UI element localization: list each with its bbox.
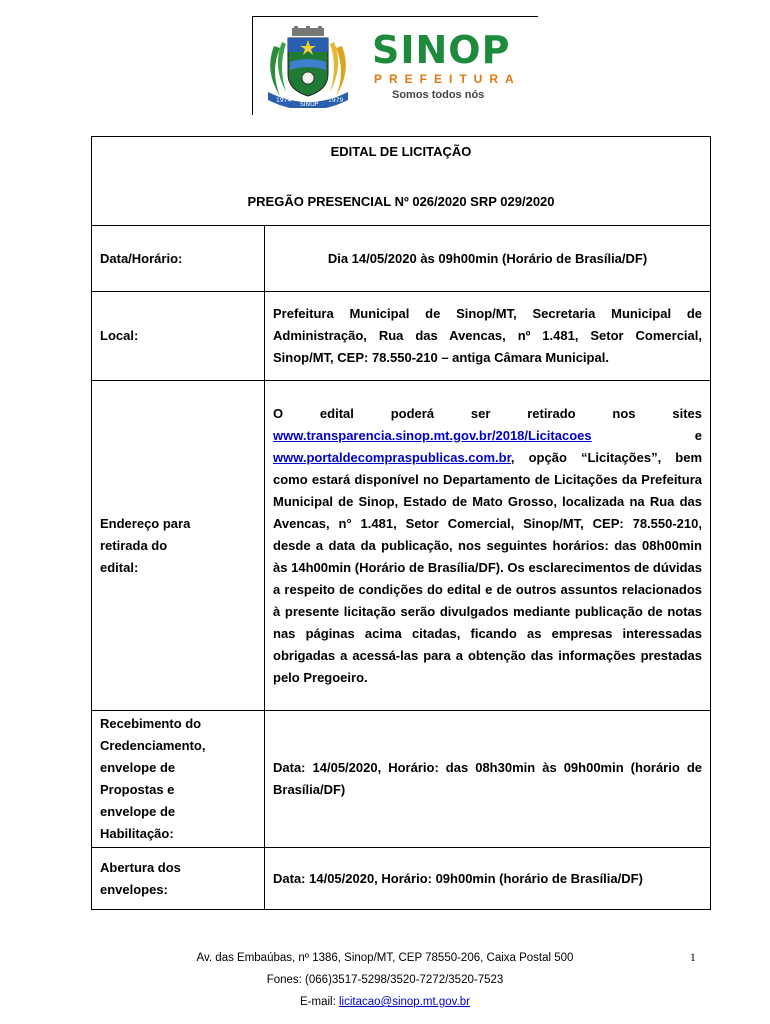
value-data-horario: Dia 14/05/2020 às 09h00min (Horário de Brasília/DF) xyxy=(265,226,711,292)
label-abertura-line2: envelopes: xyxy=(100,881,168,897)
row-data-horario xyxy=(92,226,711,292)
footer-address: Av. das Embaúbas, nº 1386, Sinop/MT, CEP 78550-206, Caixa Postal 500 xyxy=(196,952,574,964)
label-endereco-line2: retirada do xyxy=(100,537,168,553)
row-abertura xyxy=(92,848,711,910)
footer-phones: Fones: (066)3517-5298/3520-7272/3520-7523 xyxy=(266,974,504,986)
portal-compras-link[interactable]: www.portaldecompraspublicas.com.br xyxy=(273,449,511,465)
label-recebimento-line3: envelope de xyxy=(100,760,176,775)
label-recebimento xyxy=(92,711,265,848)
label-recebimento-line4: Propostas e xyxy=(100,782,175,797)
label-local: Local: xyxy=(92,292,265,381)
logo-prefeitura-text: PREFEITURA xyxy=(374,72,521,86)
row-endereco xyxy=(92,381,711,711)
footer-email-label: E-mail: xyxy=(300,996,336,1008)
endereco-body: , opção “Licitações”, bem como estará disponível no Departamento de Licitações da Prefeitura Municipal de Sinop, Estado de Mato Grosso, localizada na Rua das Avencas, n° 1.481, Setor Comercial, Sinop/MT, CEP: 78.550-210, desde a data da publicação, nos seguintes horários: xyxy=(273,449,702,553)
seal-year-left: 1974 xyxy=(276,97,292,104)
endereco-intro: O edital poderá ser retirado nos sites xyxy=(273,405,702,421)
page-number: 1 xyxy=(690,952,696,964)
transparencia-link[interactable]: www.transparencia.sinop.mt.gov.br/2018/Licitacoes xyxy=(273,427,592,443)
value-recebimento: Data: 14/05/2020, Horário: das 08h30min às 09h00min (horário de Brasília/DF) xyxy=(265,711,711,848)
label-recebimento-line6: Habilitação: xyxy=(100,826,174,841)
label-abertura-line1: Abertura dos xyxy=(100,859,181,875)
label-recebimento-line2: Credenciamento, xyxy=(100,738,206,753)
municipal-crest-icon xyxy=(262,26,354,108)
row-recebimento xyxy=(92,711,711,848)
endereco-hours: das 08h00min às 14h00min (Horário de Brasília/DF) xyxy=(273,537,702,575)
prefeitura-logo xyxy=(262,26,532,108)
endereco-conjunction: e xyxy=(694,427,702,443)
label-recebimento-line1: Recebimento do xyxy=(100,716,202,731)
value-local: Prefeitura Municipal de Sinop/MT, Secretaria Municipal de Administração, Rua das Avencas, nº 1.481, Setor Comercial, Sinop/MT, CEP: 78.550-210 – antiga Câmara Municipal. xyxy=(265,292,711,381)
label-recebimento-line5: envelope de xyxy=(100,804,176,819)
footer-email-link[interactable]: licitacao@sinop.mt.gov.br xyxy=(338,996,470,1008)
footer-email xyxy=(0,996,770,1008)
edital-title: EDITAL DE LICITAÇÃO xyxy=(330,144,472,159)
endereco-link-line xyxy=(273,425,702,447)
label-endereco xyxy=(92,381,265,711)
label-abertura xyxy=(92,848,265,910)
endereco-body-end: . Os esclarecimentos de dúvidas a respeito de condições do edital e de outros assuntos relacionados à presente licitação serão divulgados mediante publicação de notas nas páginas acima citadas, ficando as empresas interessadas obrigadas a acessá-las para a obtenção das informações prestadas pelo Pregoeiro. xyxy=(273,559,703,685)
logo-sinop-text: SINOP xyxy=(372,28,511,72)
value-abertura: Data: 14/05/2020, Horário: 09h00min (horário de Brasília/DF) xyxy=(265,848,711,910)
edital-subtitle: PREGÃO PRESENCIAL Nº 026/2020 SRP 029/2020 xyxy=(247,194,555,209)
seal-name: SINOP xyxy=(300,101,319,108)
label-data-horario: Data/Horário: xyxy=(92,226,265,292)
edital-table xyxy=(91,136,711,910)
seal-year-right: 1979 xyxy=(328,97,344,104)
logo-slogan: Somos todos nós xyxy=(392,89,485,101)
label-endereco-line1: Endereço para xyxy=(100,515,191,531)
value-endereco xyxy=(265,381,711,711)
title-cell xyxy=(92,137,711,226)
label-endereco-line3: edital: xyxy=(100,559,139,575)
title-row xyxy=(92,137,711,226)
row-local xyxy=(92,292,711,381)
